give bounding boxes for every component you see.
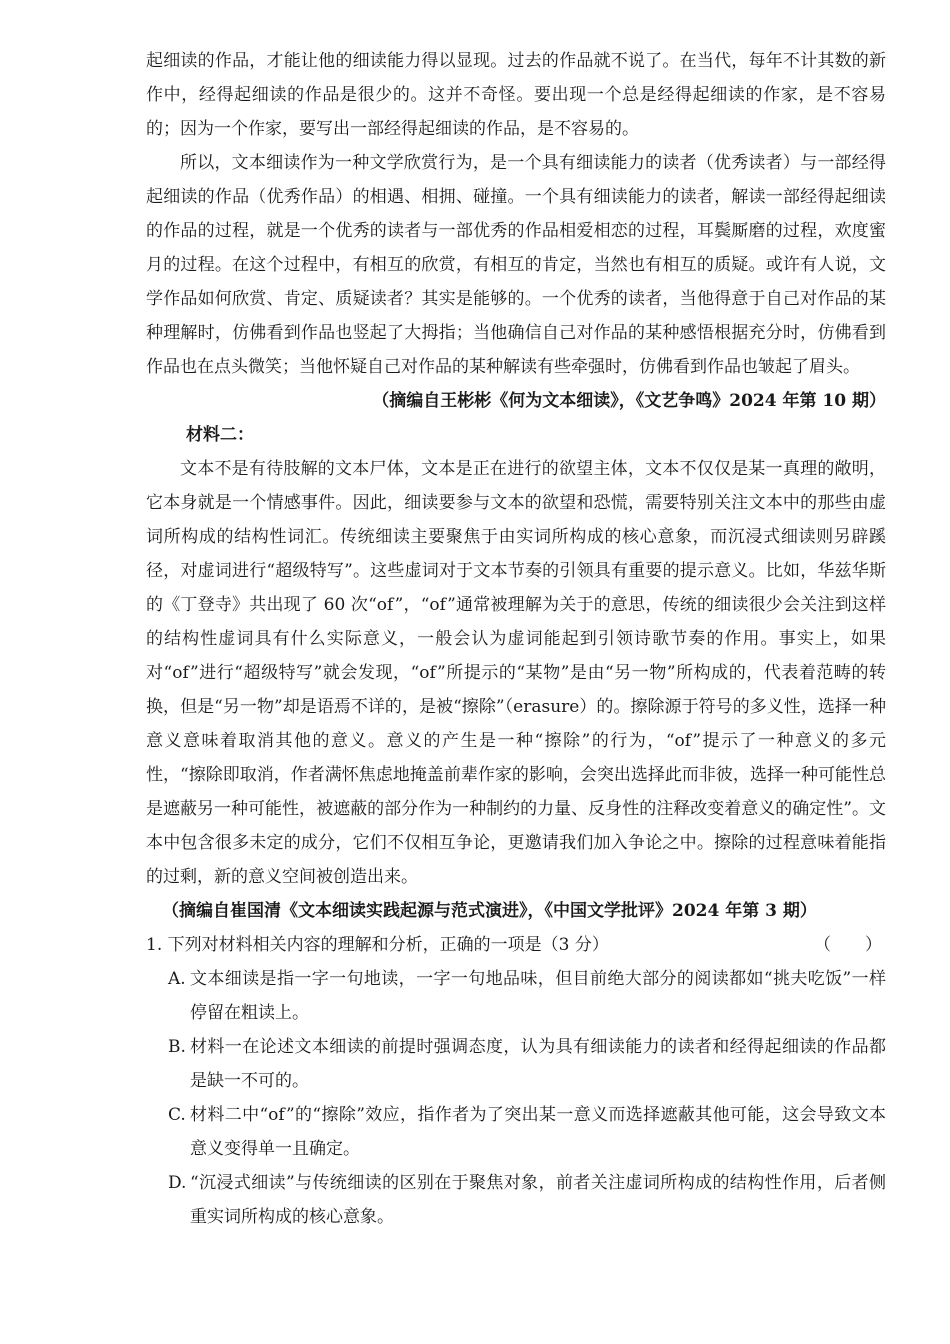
option-text: 材料一在论述文本细读的前提时强调态度，认为具有细读能力的读者和经得起细读的作品都是缺一不可的。 [190, 1037, 886, 1091]
exam-page [146, 44, 886, 1234]
question-1 [146, 928, 886, 962]
option-text: “沉浸式细读”与传统细读的区别在于聚焦对象，前者关注虚词所构成的结构性作用，后者侧重实词所构成的核心意象。 [190, 1173, 886, 1227]
source-citation-2: （摘编自崔国清《文本细读实践起源与范式演进》，《中国文学批评》2024 年第 3 期） [162, 901, 817, 921]
material2-paragraph: 文本不是有待肢解的文本尸体，文本是正在进行的欲望主体，文本不仅仅是某一真理的敞明，它本身就是一个情感事件。因此，细读要参与文本的欲望和恐慌，需要特别关注文本中的那些由虚词所构成的结构性词汇。传统细读主要聚焦于由实词所构成的核心意象，而沉浸式细读则另辟蹊径，对虚词进行“超级特写”。这些虚词对于文本节奏的引领具有重要的提示意义。比如，华兹华斯的《丁登寺》共出现了 60 次“of”，“of”通常被理解为关于的意思，传统的细读很少会关注到这样的结构性虚词具有什么实际意义，一般会认为虚词能起到引领诗歌节奏的作用。事实上，如果对“of”进行“超级特写”就会发现，“of”所提示的“某物”是由“另一物”所构成的，代表着范畴的转换，但是“另一物”却是语焉不详的，是被“擦除”（erasure）的。擦除源于符号的多义性，选择一种意义意味着取消其他的意义。意义的产生是一种“擦除”的行为，“of”提示了一种意义的多元性，“擦除即取消，作者满怀焦虑地掩盖前辈作家的影响，会突出选择此而非彼，选择一种可能性总是遮蔽另一种可能性，被遮蔽的部分作为一种制约的力量、反身性的注释改变着意义的确定性”。文本中包含很多未定的成分，它们不仅相互争论，更邀请我们加入争论之中。擦除的过程意味着能指的过剩，新的意义空间被创造出来。 [146, 459, 886, 887]
option-d[interactable] [146, 1166, 886, 1234]
answer-bracket[interactable]: （ ） [814, 935, 882, 955]
material2-heading: 材料二： [186, 425, 254, 445]
option-letter: B. [168, 1037, 186, 1057]
option-letter: D. [168, 1173, 187, 1193]
material1-paragraph: 所以，文本细读作为一种文学欣赏行为，是一个具有细读能力的读者（优秀读者）与一部经得起细读的作品（优秀作品）的相遇、相拥、碰撞。一个具有细读能力的读者，解读一部经得起细读的作品的过程，就是一个优秀的读者与一部优秀的作品相爱相恋的过程，耳鬓厮磨的过程，欢度蜜月的过程。在这个过程中，有相互的欣赏，有相互的肯定，当然也有相互的质疑。或许有人说，文学作品如何欣赏、肯定、质疑读者？其实是能够的。一个优秀的读者，当他得意于自己对作品的某种理解时，仿佛看到作品也竖起了大拇指；当他确信自己对作品的某种感悟根据充分时，仿佛看到作品也在点头微笑；当他怀疑自己对作品的某种解读有些牵强时，仿佛看到作品也皱起了眉头。 [146, 153, 886, 377]
option-letter: A. [168, 969, 186, 989]
option-a[interactable] [146, 962, 886, 1030]
option-text: 文本细读是指一字一句地读，一字一句地品味，但目前绝大部分的阅读都如“挑夫吃饭”一样停留在粗读上。 [190, 969, 886, 1023]
question-stem: 1. 下列对材料相关内容的理解和分析，正确的一项是（3 分） [146, 935, 609, 955]
option-c[interactable] [146, 1098, 886, 1166]
source-citation-1: （摘编自王彬彬《何为文本细读》，《文艺争鸣》2024 年第 10 期） [372, 391, 886, 411]
option-letter: C. [168, 1105, 186, 1125]
option-b[interactable] [146, 1030, 886, 1098]
material1-paragraph-continued: 起细读的作品，才能让他的细读能力得以显现。过去的作品就不说了。在当代，每年不计其数的新作中，经得起细读的作品是很少的。这并不奇怪。要出现一个总是经得起细读的作家，是不容易的；因为一个作家，要写出一部经得起细读的作品，是不容易的。 [146, 51, 886, 139]
option-text: 材料二中“of”的“擦除”效应，指作者为了突出某一意义而选择遮蔽其他可能，这会导致文本意义变得单一且确定。 [190, 1105, 886, 1159]
